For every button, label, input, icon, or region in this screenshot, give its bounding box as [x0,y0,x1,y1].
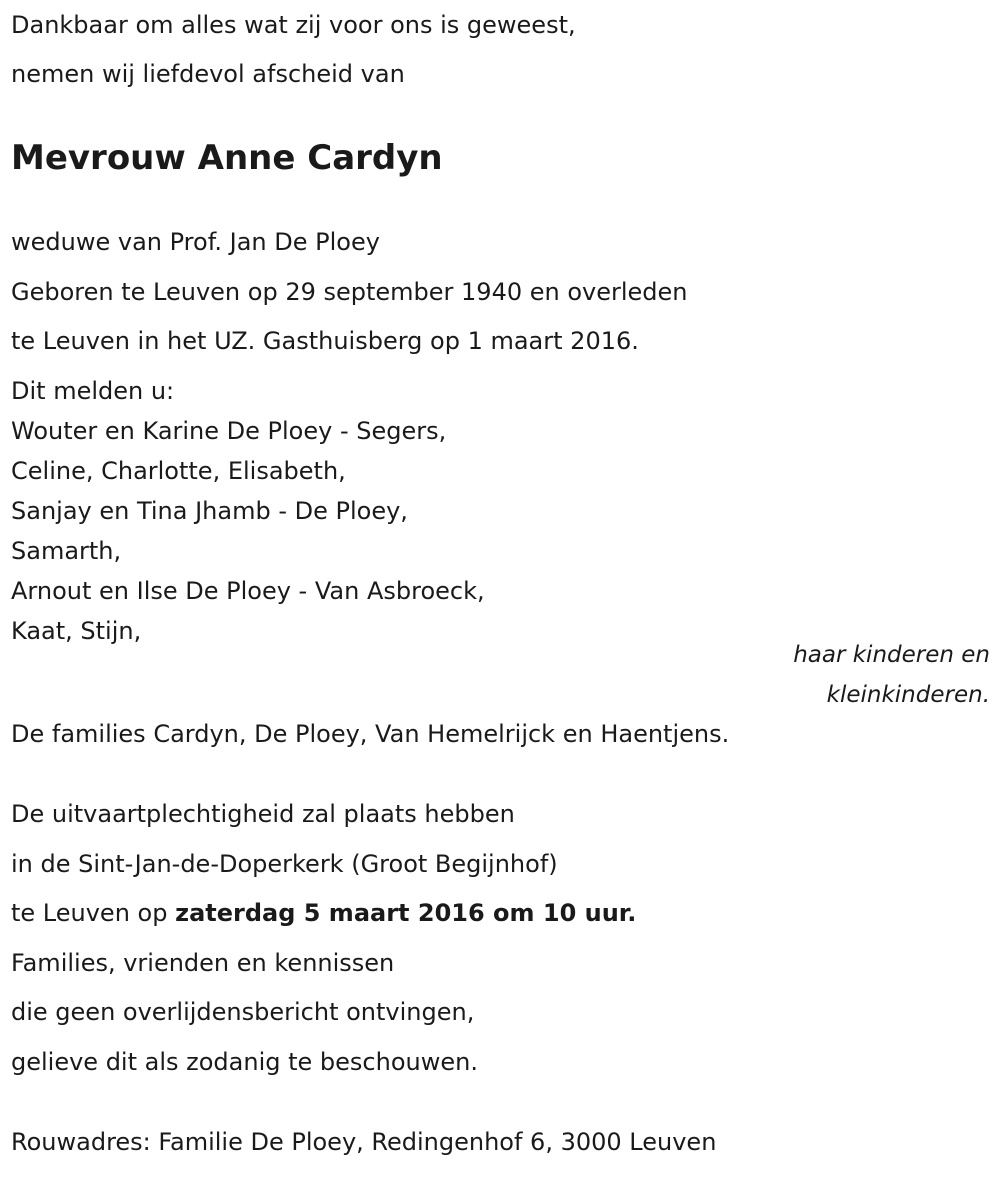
intro-line-1: Dankbaar om alles wat zij voor ons is geweest, [11,11,576,39]
funeral-line-6: gelieve dit als zodanig te beschouwen. [11,1048,478,1076]
funeral-date-prefix: te Leuven op [11,899,176,927]
funeral-line-1: De uitvaartplechtigheid zal plaats hebben [11,800,515,828]
death-line: te Leuven in het UZ. Gasthuisberg op 1 maart 2016. [11,327,639,355]
intro-line-2: nemen wij liefdevol afscheid van [11,60,405,88]
funeral-date: zaterdag 5 maart 2016 om 10 uur. [175,899,637,927]
families-line: De families Cardyn, De Ploey, Van Hemelrijck en Haentjens. [11,720,730,748]
funeral-line-4: Families, vrienden en kennissen [11,949,395,977]
relation-line-2: kleinkinderen. [826,682,990,708]
deceased-name: Mevrouw Anne Cardyn [11,138,443,178]
birth-line: Geboren te Leuven op 29 september 1940 en overleden [11,278,688,306]
spouse-line: weduwe van Prof. Jan De Ploey [11,228,380,256]
announcer-name: Celine, Charlotte, Elisabeth, [11,457,346,485]
announcers-heading: Dit melden u: [11,377,175,405]
funeral-line-2: in de Sint-Jan-de-Doperkerk (Groot Begijnhof) [11,850,558,878]
relation-line-1: haar kinderen en [793,642,990,668]
announcer-name: Samarth, [11,537,122,565]
funeral-line-3 [11,898,636,928]
announcer-name: Wouter en Karine De Ploey - Segers, [11,417,447,445]
mourning-address: Rouwadres: Familie De Ploey, Redingenhof 6, 3000 Leuven [11,1128,717,1156]
announcer-name: Kaat, Stijn, [11,617,142,645]
announcer-name: Arnout en Ilse De Ploey - Van Asbroeck, [11,577,485,605]
funeral-line-5: die geen overlijdensbericht ontvingen, [11,998,475,1026]
announcer-name: Sanjay en Tina Jhamb - De Ploey, [11,497,408,525]
